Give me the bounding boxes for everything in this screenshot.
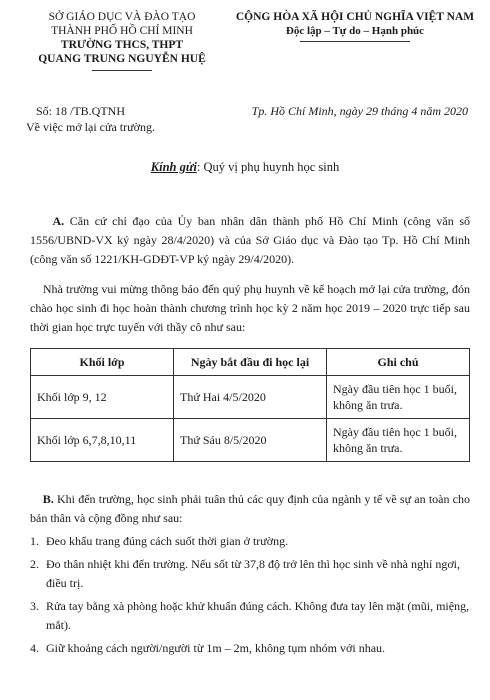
date-line: Tp. Hồ Chí Minh, ngày 29 tháng 4 năm 2020 xyxy=(251,104,468,118)
list-item xyxy=(30,555,470,593)
header-grade: Khối lớp xyxy=(31,349,174,376)
document-number: Số: 18 /TB.QTNH xyxy=(36,104,126,118)
issuer-city: THÀNH PHỐ HỒ CHÍ MINH xyxy=(51,25,193,37)
section-b-paragraph xyxy=(30,490,470,528)
rule-text: Đeo khẩu trang đúng cách suốt thời gian ở trường. xyxy=(46,534,289,548)
national-motto: Độc lập – Tự do – Hạnh phúc xyxy=(285,25,425,37)
document-subject: Về việc mở lại cửa trường. xyxy=(26,120,155,134)
list-item xyxy=(30,639,470,658)
cell-start-date: Thứ Hai 4/5/2020 xyxy=(174,376,327,419)
greeting xyxy=(0,160,490,175)
rules-list xyxy=(30,532,470,662)
rule-number: 1. xyxy=(30,534,39,548)
table-row xyxy=(31,419,470,462)
section-a-text: Căn cứ chỉ đạo của Ủy ban nhân dân thành phố Hồ Chí Minh (công văn số 1556/UBND-VX ký ngày 28/4/2020) và của Sở Giáo dục và Đào tạo Tp. Hồ Chí Minh (công văn số 1221/KH-GDĐT-VP ký ngày 29/4/2020). xyxy=(30,214,471,266)
rule-text: Rửa tay bằng xà phòng hoặc khử khuẩn đúng cách. Không đưa tay lên mặt (mũi, miệng, mắt). xyxy=(46,599,470,632)
section-a-label: A. xyxy=(52,214,65,228)
table-header-row xyxy=(31,349,470,376)
motto-underline xyxy=(300,41,410,42)
issuer-block xyxy=(22,10,222,66)
header-start-date: Ngày bắt đầu đi học lại xyxy=(174,349,327,376)
rule-number: 3. xyxy=(30,599,39,613)
section-a-paragraph xyxy=(30,212,470,269)
cell-grade: Khối lớp 9, 12 xyxy=(31,376,174,419)
intro-text: Nhà trường vui mừng thông báo đến quý phụ huynh về kế hoạch mở lại cửa trường, đón chào học sinh đi học hoàn thành chương trình học kỳ 2 năm học 2019 – 2020 trực tiếp sau thời gian học trực tuyến với thầy cô như sau: xyxy=(30,282,470,334)
schedule-table xyxy=(30,348,470,462)
intro-paragraph xyxy=(30,280,470,337)
header-notes: Ghi chú xyxy=(327,349,470,376)
greeting-label: Kính gửi xyxy=(150,160,197,174)
cell-notes: Ngày đầu tiên học 1 buổi, không ăn trưa. xyxy=(327,376,470,419)
rule-number: 2. xyxy=(30,557,39,571)
section-b-text: Khi đến trường, học sinh phải tuân thủ các quy định của ngành y tế về sự an toàn cho bản thân và cộng đồng như sau: xyxy=(30,492,471,525)
issuer-school-type: TRƯỜNG THCS, THPT xyxy=(60,39,184,51)
section-b-label: B. xyxy=(42,492,54,506)
issuer-school-name: QUANG TRUNG NGUYỄN HUỆ xyxy=(38,53,206,65)
national-header xyxy=(232,10,478,38)
issuer-underline xyxy=(92,70,152,71)
table-row xyxy=(31,376,470,419)
list-item xyxy=(30,532,470,551)
cell-grade: Khối lớp 6,7,8,10,11 xyxy=(31,419,174,462)
national-title: CỘNG HÒA XÃ HỘI CHỦ NGHĨA VIỆT NAM xyxy=(235,11,475,23)
cell-start-date: Thứ Sáu 8/5/2020 xyxy=(174,419,327,462)
issuer-department: SỞ GIÁO DỤC VÀ ĐÀO TẠO xyxy=(48,11,196,23)
list-item xyxy=(30,597,470,635)
rule-text: Đo thân nhiệt khi đến trường. Nếu sốt từ 37,8 độ trở lên thì học sinh về nhà nghỉ ngơi, điều trị. xyxy=(46,557,460,590)
greeting-text: : Quý vị phụ huynh học sinh xyxy=(196,160,340,174)
cell-notes: Ngày đầu tiên học 1 buổi, không ăn trưa. xyxy=(327,419,470,462)
rule-number: 4. xyxy=(30,641,39,655)
rule-text: Giữ khoảng cách người/người từ 1m – 2m, không tụm nhóm với nhau. xyxy=(46,641,386,655)
